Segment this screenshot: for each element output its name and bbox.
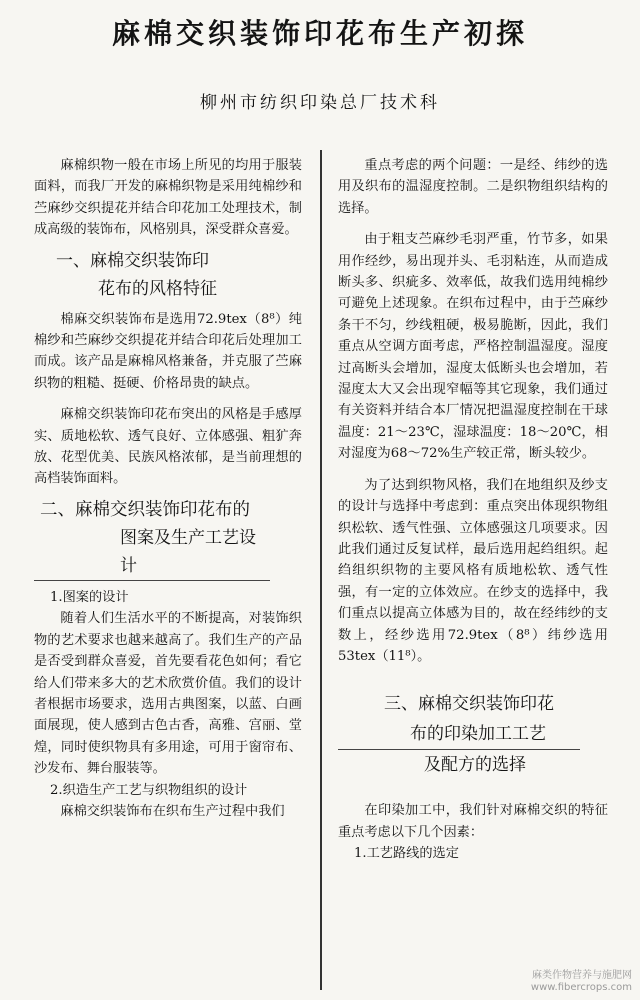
right-paragraph-1: 重点考虑的两个问题：一是经、纬纱的选用及织布的温湿度控制。二是织物组织结构的选择。 — [338, 158, 608, 216]
intro-paragraph: 麻棉织物一般在市场上所见的均用于服装面料，而我厂开发的麻棉织物是采用纯棉纱和苎麻纱交织提花并结合印花加工处理技术，制成高级的装饰布，风格别具，深受群众喜爱。 — [34, 158, 302, 238]
author-line: 柳州市纺织印染总厂技术科 — [200, 93, 440, 113]
section-3-subsection-1: 1.工艺路线的选定 — [354, 846, 459, 862]
subsection-1-heading: 1.图案的设计 — [50, 589, 129, 605]
column-divider — [320, 150, 322, 990]
section-2-paragraph-1: 随着人们生活水平的不断提高，对装饰织物的艺术要求也越来越高了。我们生产的产品是否受到群众喜爱，首先要看花色如何；看它给人们带来多大的艺术欣赏价值。我们的设计者根据市场要求，选用古典图案，以蓝、白画面展现，使人感到古色古香，高雅、宫丽、堂煌，同时使织物具有多用途，可用于窗帘布、沙发布、舞台服装等。 — [34, 611, 302, 777]
section-3-heading — [338, 689, 608, 780]
section-1-heading-line-2: 花布的风格特征 — [98, 278, 217, 299]
right-column — [338, 155, 608, 865]
section-2-heading-line-2: 图案及生产工艺设计 — [34, 524, 270, 581]
watermark-line-1: 麻类作物营养与施肥网 — [532, 970, 632, 981]
section-1-paragraph-2: 麻棉交织装饰印花布突出的风格是手感厚实、质地松软、透气良好、立体感强、粗犷奔放、花型优美、民族风格浓郁，是当前理想的高档装饰面料。 — [34, 407, 302, 487]
section-3-paragraph-1: 在印染加工中，我们针对麻棉交织的特征重点考虑以下几个因素： — [338, 803, 608, 840]
page-title: 麻棉交织装饰印花布生产初探 — [111, 17, 528, 50]
section-2-paragraph-2: 麻棉交织装饰布在织布生产过程中我们 — [60, 803, 285, 819]
section-3-heading-line-2: 布的印染加工工艺 — [338, 719, 580, 750]
right-paragraph-3: 为了达到织物风格，我们在地组织及纱支的设计与选择中考虑到：重点突出体现织物组织松软、透气性强、立体感强这几项要求。因此我们通过反复试样，最后选用起绉组织。起绉组织织物的主要风格有质地松软、透气性强，有一定的立体效应。在纱支的选择中，我们重点以提高立体感为目的，故在经纬纱的支数上，经纱选用72.9tex（8⁸）纬纱选用53tex（11⁸）。 — [338, 477, 608, 664]
right-paragraph-2: 由于粗支苎麻纱毛羽严重，竹节多，如果用作经纱，易出现并头、毛羽粘连，从而造成断头多、织疵多、效率低，故我们选用纯棉纱可避免上述现象。在织布过程中，由于苎麻纱条干不匀，纱线粗硬，极易脆断，因此，我们重点从空调方面考虑，严格控制温湿度。湿度过高断头会增加，湿度太低断头也会增加，若湿度太大又会出现窄幅等其它现象，我们通过有关资料并结合本厂情况把温湿度控制在干球温度：21～23℃，湿球温度：18～20℃，相对湿度为68～72%生产较正常，断头较少。 — [338, 232, 608, 462]
section-3-heading-line-1: 三、麻棉交织装饰印花 — [384, 694, 554, 715]
section-2-heading-line-1: 二、麻棉交织装饰印花布的 — [40, 499, 250, 520]
section-1-heading-line-1: 一、麻棉交织装饰印 — [56, 250, 209, 271]
watermark-line-2: www.fibercrops.com — [530, 982, 632, 993]
section-1-heading — [34, 247, 302, 303]
subsection-2-heading: 2.织造生产工艺与织物组织的设计 — [50, 782, 248, 798]
watermark — [531, 970, 632, 994]
section-2-heading — [34, 496, 302, 581]
section-1-paragraph-1: 棉麻交织装饰布是选用72.9tex（8⁸）纯棉纱和苎麻纱交织提花并结合印花后处理加工而成。该产品是麻棉风格兼备，并克服了苎麻织物的粗糙、挺硬、价格昂贵的缺点。 — [34, 311, 302, 391]
section-3-heading-line-3: 及配方的选择 — [424, 755, 526, 776]
left-column — [34, 155, 302, 822]
